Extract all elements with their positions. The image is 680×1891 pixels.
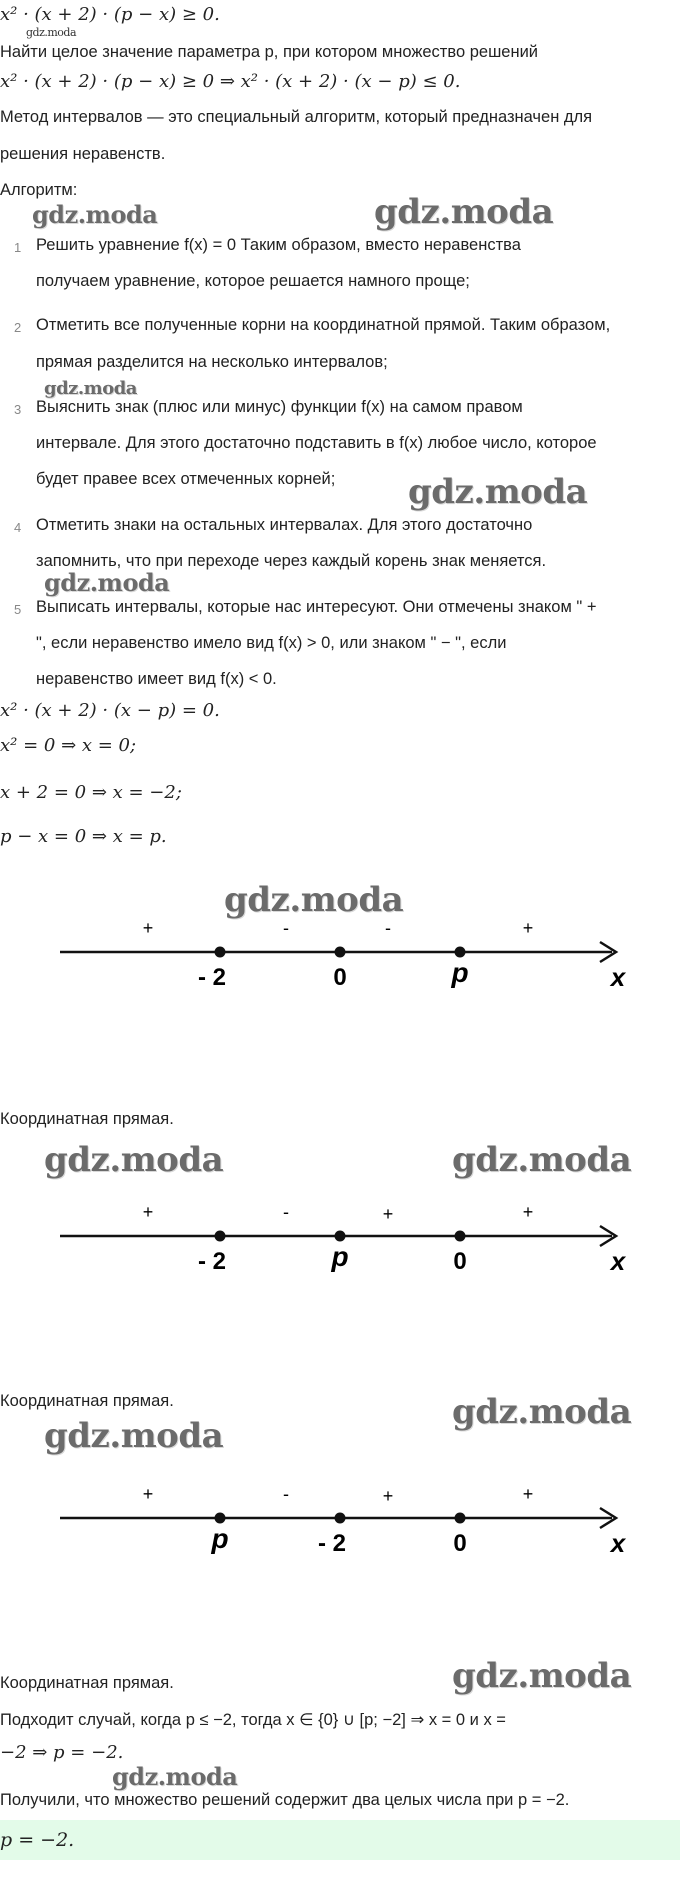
watermark: gdz.moda <box>112 1762 238 1791</box>
step-number: 4 <box>14 520 22 535</box>
step-number: 2 <box>14 320 22 335</box>
watermark: gdz.moda <box>374 192 554 232</box>
axis-var: x <box>610 962 626 992</box>
step-line: Выяснить знак (плюс или минус) функции f(x) на самом правом <box>36 398 523 416</box>
sign: + <box>522 1202 534 1222</box>
method-text-2: решения неравенств. <box>0 145 166 163</box>
point-label: p <box>451 957 469 988</box>
sign: + <box>382 1486 394 1506</box>
step-line: неравенство имеет вид f(x) < 0. <box>36 670 277 688</box>
inequality-2: x² · (x + 2) · (p − x) ≥ 0 ⇒ x² · (x + 2) · (x − p) ≤ 0. <box>0 71 461 92</box>
number-line-1 <box>0 900 680 1000</box>
point-label: - 2 <box>197 964 227 991</box>
watermark: gdz.moda <box>452 1656 632 1696</box>
step-line: запомнить, что при переходе через каждый корень знак меняется. <box>36 552 547 570</box>
point-label: p <box>211 1523 229 1554</box>
step-line: Отметить все полученные корни на координатной прямой. Таким образом, <box>36 316 611 334</box>
sign: + <box>522 918 534 938</box>
step-number: 1 <box>14 240 22 255</box>
equation: p − x = 0 ⇒ x = p. <box>0 826 167 847</box>
watermark: gdz.moda <box>44 568 170 597</box>
step-number: 5 <box>14 602 22 617</box>
caption: Координатная прямая. <box>0 1674 174 1692</box>
point-label: - 2 <box>197 1248 227 1275</box>
caption: Координатная прямая. <box>0 1392 174 1410</box>
step-line: будет правее всех отмеченных корней; <box>36 470 336 488</box>
step-line: получаем уравнение, которое решается намного проще; <box>36 272 470 290</box>
step-line: ", если неравенство имело вид f(x) > 0, или знаком " − ", если <box>36 634 507 652</box>
step-line: Выписать интервалы, которые нас интересуют. Они отмечены знаком " + <box>36 598 597 616</box>
task-text: Найти целое значение параметра p, при котором множество решений <box>0 43 539 61</box>
step-number: 3 <box>14 402 22 417</box>
sign: - <box>283 918 289 938</box>
point-label: p <box>331 1241 349 1272</box>
equation: x² = 0 ⇒ x = 0; <box>0 735 137 756</box>
number-line-3 <box>0 1466 680 1566</box>
sign: + <box>142 1202 154 1222</box>
inequality-1: x² · (x + 2) · (p − x) ≥ 0. <box>0 4 220 25</box>
sign: + <box>382 1204 394 1224</box>
caption: Координатная прямая. <box>0 1110 174 1128</box>
watermark: gdz.moda <box>452 1140 632 1180</box>
equation: x² · (x + 2) · (x − p) = 0. <box>0 700 220 721</box>
watermark: gdz.moda <box>44 378 137 399</box>
watermark: gdz.moda <box>32 200 158 229</box>
sign: + <box>142 918 154 938</box>
point-label: 0 <box>333 964 347 991</box>
conclusion-line: Получили, что множество решений содержит два целых числа при p = −2. <box>0 1791 570 1809</box>
algorithm-label: Алгоритм: <box>0 181 78 199</box>
sign: - <box>385 918 391 938</box>
watermark: gdz.moda <box>408 472 588 512</box>
axis-var: x <box>610 1528 626 1558</box>
step-line: прямая разделится на несколько интервалов; <box>36 353 388 371</box>
watermark: gdz.moda <box>224 880 404 920</box>
method-text: Метод интервалов — это специальный алгоритм, который предназначен для <box>0 108 593 126</box>
step-line: Отметить знаки на остальных интервалах. Для этого достаточно <box>36 516 533 534</box>
conclusion-line: Подходит случай, когда p ≤ −2, тогда x ∈ {0} ∪ [p; −2] ⇒ x = 0 и x = <box>0 1711 506 1729</box>
answer: p = −2. <box>0 1829 75 1851</box>
watermark: gdz.moda <box>26 26 77 39</box>
sign: + <box>522 1484 534 1504</box>
watermark: gdz.moda <box>44 1416 224 1456</box>
point-label: 0 <box>453 1530 467 1557</box>
conclusion-line: −2 ⇒ p = −2. <box>0 1742 124 1763</box>
step-line: Решить уравнение f(x) = 0 Таким образом, вместо неравенства <box>36 236 521 254</box>
sign: - <box>283 1202 289 1222</box>
sign: + <box>142 1484 154 1504</box>
point-label: 0 <box>453 1248 467 1275</box>
sign: - <box>283 1484 289 1504</box>
step-line: интервале. Для этого достаточно подставить в f(x) любое число, которое <box>36 434 597 452</box>
point-label: - 2 <box>317 1530 347 1557</box>
answer-box <box>0 1820 680 1860</box>
number-line-2 <box>0 1184 680 1284</box>
equation: x + 2 = 0 ⇒ x = −2; <box>0 782 182 803</box>
watermark: gdz.moda <box>452 1392 632 1432</box>
watermark: gdz.moda <box>44 1140 224 1180</box>
axis-var: x <box>610 1246 626 1276</box>
